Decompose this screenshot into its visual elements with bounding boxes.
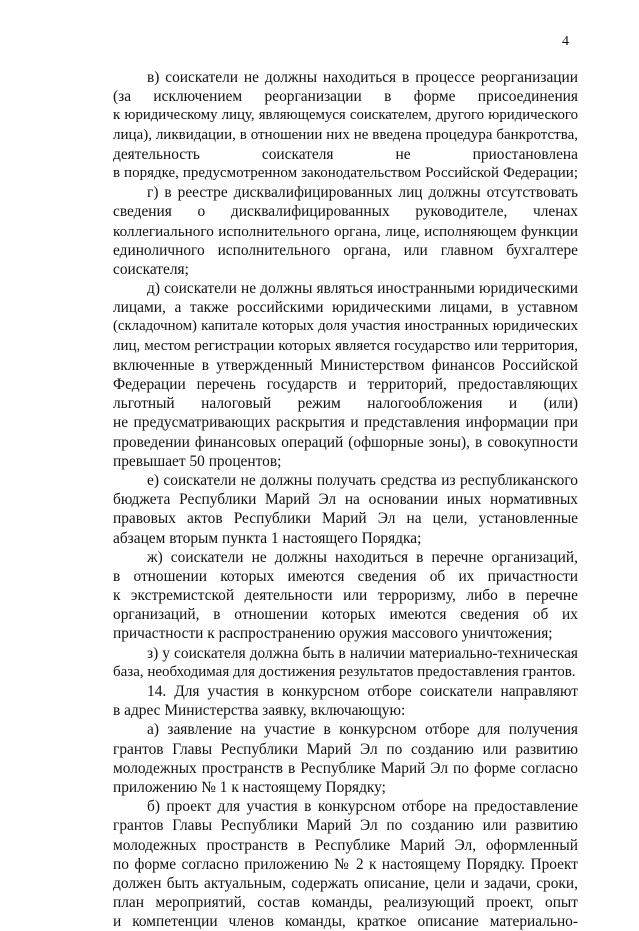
paragraph-first-line: 14. Для участия в конкурсном отборе соискатели направляют — [147, 683, 578, 700]
text-line: к юридическому лицу, являющемуся соискателем, другого юридического — [113, 107, 578, 124]
paragraph-first-line: г) в реестре дисквалифицированных лиц должны отсутствовать — [147, 184, 578, 202]
text-line: лиц, местом регистрации которых является государство или территория, — [113, 337, 578, 354]
text-line: причастности к распространению оружия массового уничтожения; — [113, 625, 553, 643]
text-line: план мероприятий, состав команды, реализующий проект, опыт — [113, 894, 578, 912]
text-line: база, необходимая для достижения результатов предоставления грантов. — [113, 663, 576, 680]
paragraph-first-line: б) проект для участия в конкурсном отборе на предоставление — [147, 798, 578, 816]
text-line: молодежных пространств в Республике Марий Эл, оформленный — [113, 836, 578, 854]
text-line: сведения о дисквалифицированных руководителе, членах — [113, 203, 578, 221]
text-line: организаций, в отношении которых имеются сведения об их — [113, 606, 578, 624]
paragraph-first-line: ж) соискатели не должны находиться в перечне организаций, — [147, 548, 578, 566]
paragraph-first-line: в) соискатели не должны находиться в процессе реорганизации — [147, 69, 578, 86]
text-line: деятельность соискателя не приостановлена — [113, 145, 578, 163]
text-line: проведении финансовых операций (офшорные зоны), в совокупности — [113, 433, 578, 451]
document-body — [113, 68, 578, 931]
text-line: в адрес Министерства заявку, включающую: — [113, 702, 406, 720]
text-line: бюджета Республики Марий Эл на основании иных нормативных — [113, 491, 578, 509]
text-line: приложению № 1 к настоящему Порядку; — [113, 778, 386, 796]
paragraph-first-line: д) соискатели не должны являться иностранными юридическими — [147, 280, 578, 298]
text-line: и компетенции членов команды, краткое описание материально- — [113, 913, 578, 931]
paragraph-first-line: з) у соискателя должна быть в наличии материально-техническая — [147, 644, 578, 662]
text-line: к экстремистской деятельности или терроризму, либо в перечне — [113, 587, 578, 605]
text-line: правовых актов Республики Марий Эл на цели, установленные — [113, 510, 578, 528]
text-line: превышает 50 процентов; — [113, 452, 282, 470]
text-line: Федерации перечень государств и территорий, предоставляющих — [113, 376, 578, 393]
text-line: грантов Главы Республики Марий Эл по созданию или развитию — [113, 740, 578, 758]
text-line: коллегиального исполнительного органа, лице, исполняющем функции — [113, 222, 578, 240]
text-line: единоличного исполнительного органа, или главном бухгалтере — [113, 241, 578, 259]
paragraph-first-line: е) соискатели не должны получать средства из республиканского — [147, 471, 578, 489]
text-line: в отношении которых имеются сведения об их причастности — [113, 567, 578, 585]
page-number: 4 — [562, 34, 569, 49]
text-line: абзацем вторым пункта 1 настоящего Порядка; — [113, 529, 422, 547]
text-line: должен быть актуальным, содержать описание, цели и задачи, сроки, — [113, 874, 578, 892]
text-line: не предусматривающих раскрытия и представления информации при — [113, 414, 578, 432]
text-line: включенные в утвержденный Министерством финансов Российской — [113, 356, 578, 374]
text-line: в порядке, предусмотренном законодательством Российской Федерации; — [113, 164, 578, 181]
text-line: грантов Главы Республики Марий Эл по созданию или развитию — [113, 817, 578, 835]
text-line: молодежных пространств в Республике Марий Эл по форме согласно — [113, 759, 578, 777]
text-line: (складочном) капитале которых доля участия иностранных юридических — [113, 318, 578, 335]
text-line: льготный налоговый режим налогообложения и (или) — [113, 395, 578, 413]
text-line: лицами, а также российскими юридическими лицами, в уставном — [113, 299, 578, 317]
paragraph-first-line: а) заявление на участие в конкурсном отборе для получения — [147, 721, 578, 739]
text-line: соискателя; — [113, 260, 189, 278]
text-line: лица), ликвидации, в отношении них не введена процедура банкротства, — [113, 126, 578, 143]
text-line: (за исключением реорганизации в форме присоединения — [113, 88, 578, 106]
text-line: по форме согласно приложению № 2 к настоящему Порядку. Проект — [113, 855, 578, 873]
